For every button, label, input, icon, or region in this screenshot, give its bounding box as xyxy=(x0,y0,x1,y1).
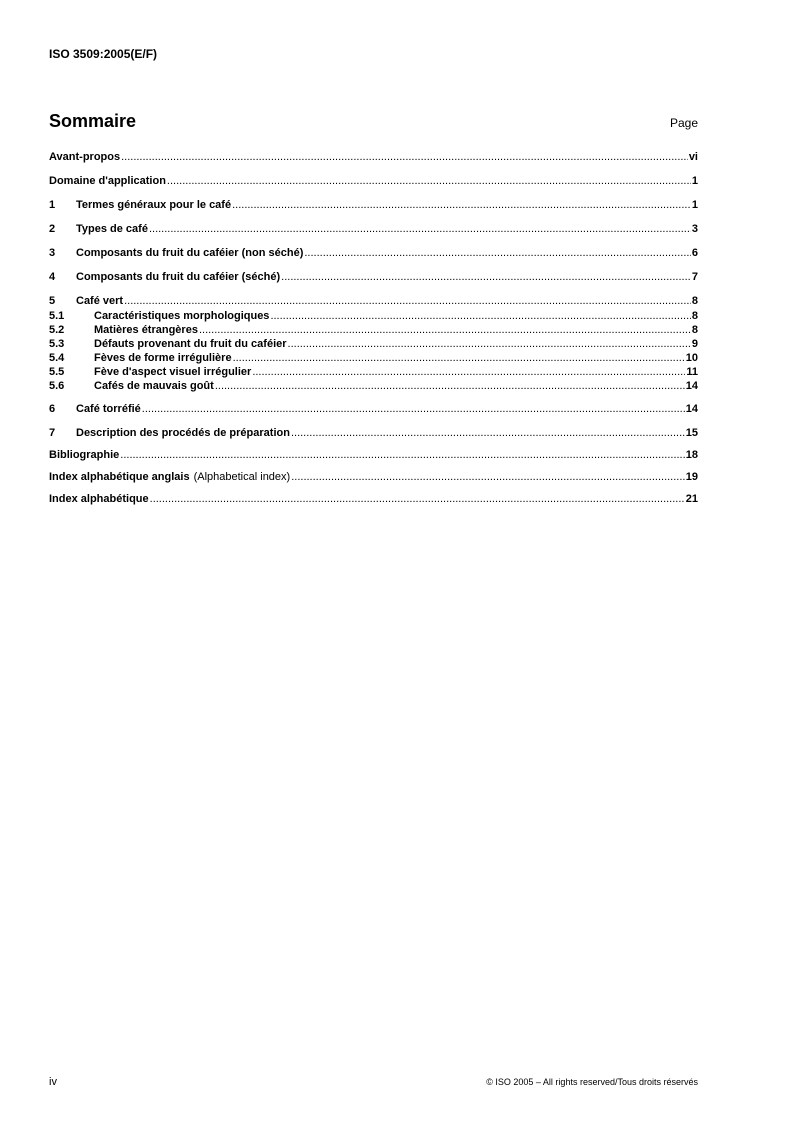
toc-page: 21 xyxy=(685,493,698,505)
toc-label: Avant-propos xyxy=(49,151,121,163)
toc-entry-section-4[interactable] xyxy=(49,270,698,285)
toc-number: 5.3 xyxy=(49,338,65,350)
toc-label: Cafés de mauvais goût xyxy=(94,380,214,392)
toc-entry-section-2[interactable] xyxy=(49,222,698,237)
toc-page: 3 xyxy=(691,223,698,235)
toc-leader xyxy=(199,323,691,337)
toc-number: 1 xyxy=(49,199,56,211)
page-title: Sommaire xyxy=(49,111,137,131)
toc-page: vi xyxy=(688,151,698,163)
toc-leader xyxy=(142,402,685,417)
toc-number: 5.4 xyxy=(49,352,65,364)
toc-leader xyxy=(233,351,685,365)
toc-leader xyxy=(167,174,691,189)
toc-leader xyxy=(120,448,684,463)
toc-number: 7 xyxy=(49,427,56,439)
toc-label: Composants du fruit du caféier (séché) xyxy=(76,271,281,283)
toc-number: 3 xyxy=(49,247,56,259)
toc-number: 5.1 xyxy=(49,310,65,322)
toc-leader xyxy=(215,379,685,393)
toc-page: 11 xyxy=(686,366,698,378)
toc-leader xyxy=(291,426,685,441)
toc-number: 4 xyxy=(49,271,56,283)
toc-label: Fève d'aspect visuel irrégulier xyxy=(94,366,252,378)
toc-entry-section-5-3[interactable] xyxy=(49,337,698,351)
toc-label: Café vert xyxy=(76,295,124,307)
toc-leader xyxy=(304,246,691,261)
toc-entry-section-6[interactable] xyxy=(49,402,698,417)
toc-label: Composants du fruit du caféier (non séché) xyxy=(76,247,304,259)
toc-page: 19 xyxy=(685,471,698,483)
toc-leader xyxy=(288,337,691,351)
toc-leader xyxy=(232,198,691,213)
toc-entry-section-3[interactable] xyxy=(49,246,698,261)
toc-number: 5 xyxy=(49,295,56,307)
toc-entry-section-5-2[interactable] xyxy=(49,323,698,337)
toc-entry-section-5-5[interactable] xyxy=(49,365,698,379)
toc-leader xyxy=(270,309,690,323)
footer-copyright: © ISO 2005 – All rights reserved/Tous droits réservés xyxy=(486,1077,698,1087)
toc-number: 5.6 xyxy=(49,380,65,392)
toc-number: 6 xyxy=(49,403,56,415)
toc-entry-avant-propos[interactable] xyxy=(49,150,698,165)
toc-label: Matières étrangères xyxy=(94,324,198,336)
toc-number: 5.2 xyxy=(49,324,65,336)
toc-label: Fèves de forme irrégulière xyxy=(94,352,232,364)
toc-label: Types de café xyxy=(76,223,148,235)
toc-label: Défauts provenant du fruit du caféier xyxy=(94,338,287,350)
toc-label: Termes généraux pour le café xyxy=(76,199,232,211)
toc-label: Domaine d'application xyxy=(49,175,166,187)
toc-page: 10 xyxy=(685,352,698,364)
toc-page: 18 xyxy=(685,449,698,461)
document-code: ISO 3509:2005(E/F) xyxy=(49,47,158,61)
toc-leader xyxy=(291,470,685,485)
toc-page: 6 xyxy=(691,247,698,259)
toc-page: 14 xyxy=(685,380,698,392)
toc-label: Caractéristiques morphologiques xyxy=(94,310,270,322)
toc-entry-section-5-1[interactable] xyxy=(49,309,698,323)
toc-page: 8 xyxy=(691,295,698,307)
toc-leader xyxy=(252,365,685,379)
table-of-contents xyxy=(49,150,698,507)
toc-label-note: (Alphabetical index) xyxy=(193,471,291,483)
toc-label: Café torréfié xyxy=(76,403,141,415)
toc-leader xyxy=(150,492,685,507)
toc-leader xyxy=(149,222,691,237)
toc-leader xyxy=(121,150,688,165)
toc-entry-index-anglais[interactable] xyxy=(49,470,698,485)
toc-number: 5.5 xyxy=(49,366,65,378)
toc-label: Description des procédés de préparation xyxy=(76,427,290,439)
toc-leader xyxy=(281,270,691,285)
toc-page: 1 xyxy=(691,199,698,211)
toc-page: 8 xyxy=(691,310,698,322)
toc-entry-section-1[interactable] xyxy=(49,198,698,213)
toc-entry-section-5[interactable] xyxy=(49,294,698,309)
toc-entry-section-7[interactable] xyxy=(49,426,698,441)
toc-entry-index-alphabetique[interactable] xyxy=(49,492,698,507)
page-column-label: Page xyxy=(669,116,698,130)
toc-number: 2 xyxy=(49,223,56,235)
toc-entry-section-5-6[interactable] xyxy=(49,379,698,393)
toc-entry-domaine[interactable] xyxy=(49,174,698,189)
toc-page: 15 xyxy=(685,427,698,439)
toc-label: Index alphabétique xyxy=(49,493,149,505)
toc-page: 14 xyxy=(685,403,698,415)
toc-page: 7 xyxy=(691,271,698,283)
toc-entry-bibliographie[interactable] xyxy=(49,448,698,463)
toc-label: Index alphabétique anglais xyxy=(49,471,190,483)
toc-label: Bibliographie xyxy=(49,449,120,461)
toc-page: 8 xyxy=(691,324,698,336)
toc-entry-section-5-4[interactable] xyxy=(49,351,698,365)
toc-page: 1 xyxy=(691,175,698,187)
footer-page-number: iv xyxy=(49,1076,57,1088)
toc-leader xyxy=(124,294,691,309)
toc-page: 9 xyxy=(691,338,698,350)
